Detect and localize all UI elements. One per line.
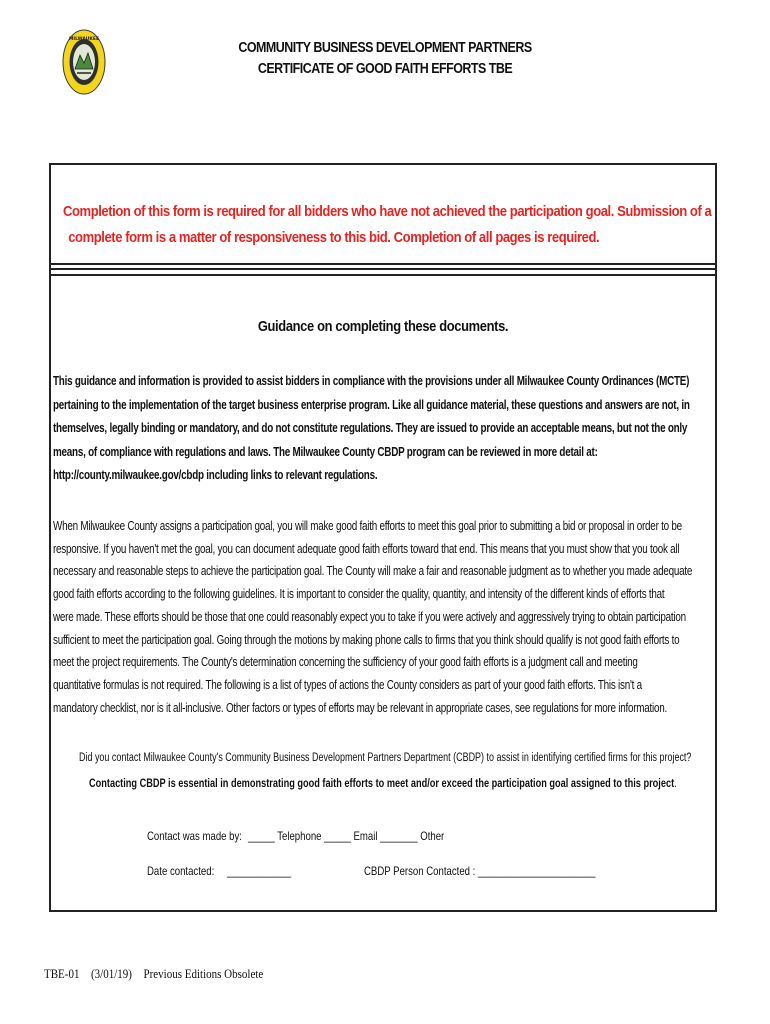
guidance-intro-line: themselves, legally binding or mandatory, and do not constitute regulations. They are issued to provide an acceptable means, but not the only (53, 421, 688, 435)
requirement-notice (51, 165, 715, 263)
good-faith-line: quantitative formulas is not required. The following is a list of types of actions the County considers as part of your good faith efforts. This isn't a (53, 677, 642, 692)
form-footer (44, 967, 272, 982)
date-contacted-label: Date contacted: (147, 864, 215, 878)
guidance-intro-line: means, of compliance with regulations and laws. The Milwaukee County CBDP program can be reviewed in more detail at: (53, 444, 598, 459)
header-title-line1: COMMUNITY BUSINESS DEVELOPMENT PARTNERS (238, 40, 532, 56)
header-title-line2: CERTIFICATE OF GOOD FAITH EFFORTS TBE (257, 61, 513, 77)
good-faith-line: sufficient to meet the participation goal. Going through the motions by making phone calls to firms that you think should qualify is not good faith efforts to (53, 632, 680, 647)
good-faith-line: were made. These efforts should be those that one could reasonably expect you to take if you were actively and aggressively trying to obtain participation (53, 609, 686, 624)
guidance-intro-line: This guidance and information is provided to assist bidders in compliance with the provisions under all Milwaukee County Ordinances (MCTE) (53, 374, 690, 388)
form-id: TBE-01 (44, 967, 80, 981)
guidance-intro-line: http://county.milwaukee.gov/cbdp including links to relevant regulations. (53, 468, 378, 482)
good-faith-line: mandatory checklist, nor is it all-inclusive. Other factors or types of efforts may be relevant in appropriate cases, see regulations for more information. (53, 700, 668, 715)
cbdp-person-field[interactable]: CBDP Person Contacted : ______________________ (364, 864, 596, 878)
svg-text:MILWAUKEE: MILWAUKEE (68, 37, 100, 42)
form-revision: (3/01/19) (90, 967, 132, 981)
cbdp-essential-statement (89, 778, 697, 790)
good-faith-line: necessary and reasonable steps to achieve the participation goal. The County will make a fair and reasonable judgment as to whether you made adequate (53, 564, 693, 579)
good-faith-line: responsive. If you haven't met the goal, you can document adequate good faith efforts toward that end. This means that you must show that you took all (53, 541, 680, 556)
milwaukee-county-seal (62, 29, 106, 95)
notice-line-1: Completion of this form is required for all bidders who have not achieved the participation goal. Submission of a (63, 203, 712, 220)
cbdp-contact-question: Did you contact Milwaukee County's Community Business Development Partners Department (CBDP) to assist in identifying certified firms for this project? (79, 752, 692, 764)
document-header (157, 38, 613, 80)
good-faith-paragraph (53, 515, 693, 719)
contact-method-options[interactable]: _____ Telephone _____ Email _______ Other (248, 829, 445, 843)
form-editions-note: Previous Editions Obsolete (143, 967, 264, 981)
good-faith-line: meet the project requirements. The County's determination concerning the sufficiency of your good faith efforts is a judgment call and meeting (53, 655, 638, 670)
essential-text: Contacting CBDP is essential in demonstrating good faith efforts to meet and/or exceed the participation goal assigned to this project (89, 778, 675, 790)
date-contacted-field[interactable]: ____________ (227, 864, 292, 878)
guidance-intro-paragraph (53, 370, 690, 488)
contact-method-label: Contact was made by: (147, 829, 242, 843)
divider-top (51, 263, 715, 265)
notice-line-2: complete form is a matter of responsiveness to this bid. Completion of all pages is required. (68, 229, 600, 246)
form-frame (49, 163, 717, 912)
divider-mid (51, 268, 715, 270)
guidance-title: Guidance on completing these documents. (257, 318, 509, 335)
good-faith-line: good faith efforts according to the following guidelines. It is important to consider the quality, quantity, and intensity of the different kinds of efforts that (53, 587, 665, 602)
guidance-intro-line: pertaining to the implementation of the target business enterprise program. Like all guidance material, these questions and answers are not, in (53, 397, 690, 412)
essential-period: . (674, 778, 677, 790)
divider-bottom (51, 274, 715, 276)
good-faith-line: When Milwaukee County assigns a participation goal, you will make good faith efforts to meet this goal prior to submitting a bid or proposal in order to be (53, 519, 682, 533)
